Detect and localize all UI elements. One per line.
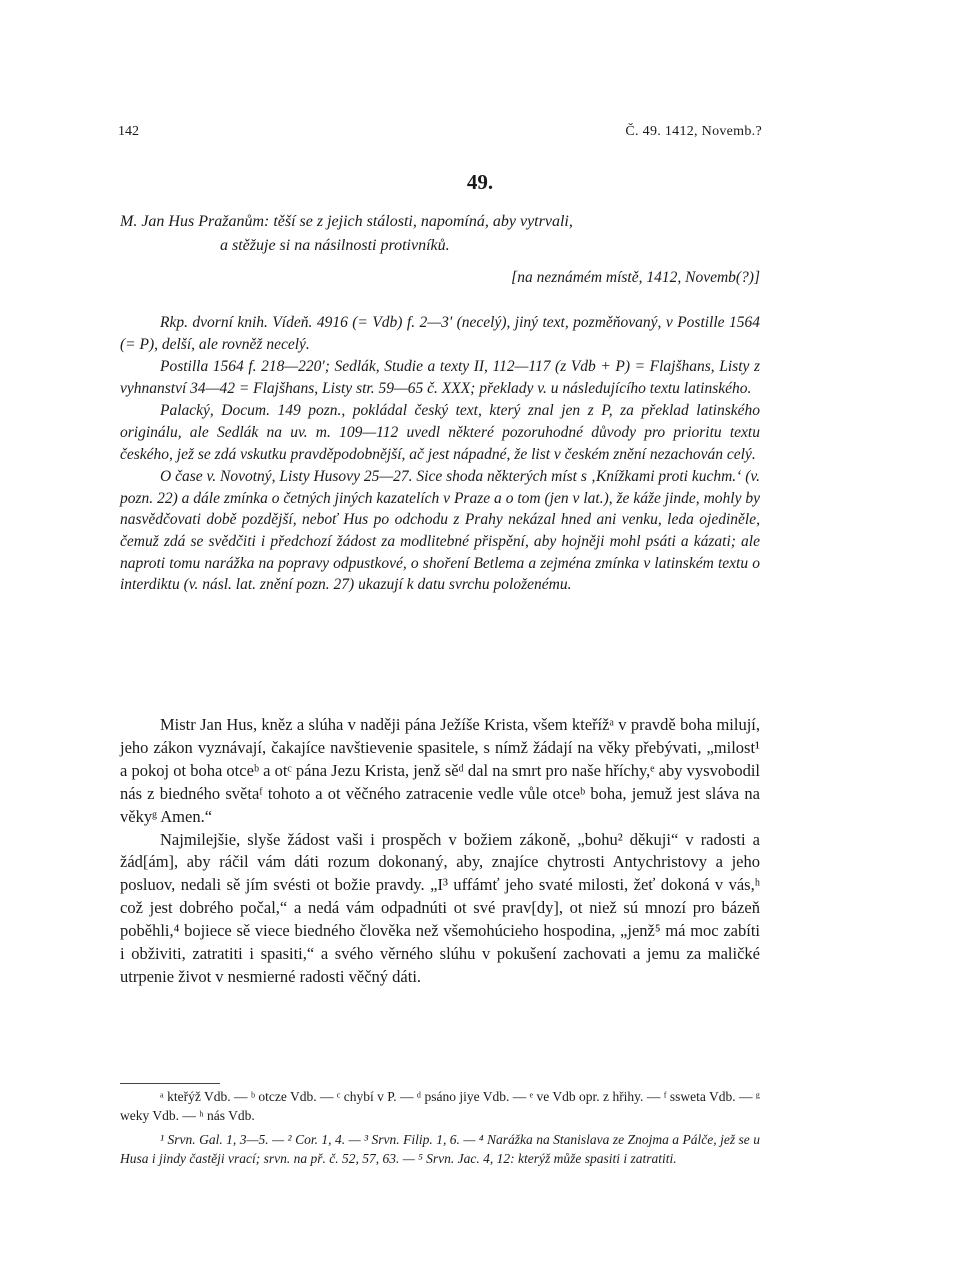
apparatus-paragraph: Postilla 1564 f. 218—220'; Sedlák, Studie a texty II, 112—117 (z Vdb + P) = Flajšhans, Listy z vyhnanství 34—42 = Flajšhans, Listy str. 59—65 č. XXX; překlady v. u následujícího textu latinského. [120, 358, 760, 397]
footnotes-sources [120, 1130, 760, 1168]
title-line-2: a stěžuje si na násilnosti protivníků. [220, 237, 450, 254]
place-date: [na neznámém místě, 1412, Novemb(?)] [511, 269, 760, 286]
title-line-1: M. Jan Hus Pražanům: těší se z jejich stálosti, napomíná, aby vytrvali, [120, 213, 573, 230]
apparatus-paragraph: O čase v. Novotný, Listy Husovy 25—27. Sice shoda některých míst s ‚Knížkami proti kuchm.‘ (v. pozn. 22) a dále zmínka o četných jiných kazatelích v Praze a o tom (jen v lat.), že káže jinde, mohly by nasvědčovati době pozdější, neboť Hus po odchodu z Prahy nekázal hned ani venku, leda ojediněle, čemuž zdá se svědčiti i předchozí žádost za modlitebné přispění, aby hojněji mohl psáti a kázati; ale naproti tomu narážka na popravy odpustkové, o shoření Betlema a zejména zmínka v latinském textu o interdiktu (v. násl. lat. znění pozn. 27) ukazují k datu svrchu položenému. [120, 468, 760, 594]
document-number: 49. [466, 170, 494, 194]
letter-text [120, 714, 760, 989]
critical-apparatus [120, 312, 760, 597]
footnote-divider [120, 1083, 220, 1084]
footnotes-variants [120, 1087, 760, 1125]
document-title [120, 210, 760, 258]
source-notes: ¹ Srvn. Gal. 1, 3—5. — ² Cor. 1, 4. — ³ Srvn. Filip. 1, 6. — ⁴ Narážka na Stanislava ze Znojma a Pálče, jež se u Husa i jindy častěji vrací; srvn. na př. č. 52, 57, 63. — ⁵ Srvn. Jac. 4, 12: kterýž může spasiti i zatratiti. [120, 1132, 760, 1166]
variant-notes: ᵃ kteřýž Vdb. — ᵇ otcze Vdb. — ᶜ chybí v P. — ᵈ psáno jiye Vdb. — ᵉ ve Vdb opr. z hřihy. — ᶠ ssweta Vdb. — ᵍ weky Vdb. — ʰ nás Vdb. [120, 1089, 760, 1123]
page-number: 142 [118, 124, 139, 139]
apparatus-paragraph: Rkp. dvorní knih. Vídeň. 4916 (= Vdb) f. 2—3' (necelý), jiný text, pozměňovaný, v Postille 1564 (= P), delší, ale rovněž necelý. [120, 314, 760, 353]
running-head: Č. 49. 1412, Novemb.? [625, 124, 762, 139]
apparatus-paragraph: Palacký, Docum. 149 pozn., pokládal český text, který znal jen z P, za překlad latinského originálu, ale Sedlák na uv. m. 109—112 uvedl některé pozoruhodné důvody pro prioritu textu českého, jež se zdá vskutku pravděpodobnější, ač jest nápadné, že list v českém znění nezachován celý. [120, 402, 760, 463]
letter-paragraph: Najmilejšie, slyše žádost vaši i prospěch v božiem zákoně, „bohu² děkuji“ v radosti a žád[ám], aby ráčil vám dáti rozum dokonaný, aby, znajíce chytrosti Antychristovy a jeho posluov, nedali sě jím svésti ot božie pravdy. „I³ uffámť jeho svaté milosti, žeť dokoná v vás,ʰ což jest dobrého počal,“ a nedá vám odpadnúti ot své prav[dy], ot niež sú mnozí pro bázeň poběhli,⁴ bojiece sě viece biedného člověka než všemohúcieho hospodina, „jenž⁵ má moc zabíti i obživiti, zatratiti i spasiti,“ a svého věrného slúhu v pokušení zachovati a jemu za maličké utrpenie život v nesmierné radosti věčný dáti. [120, 829, 760, 986]
letter-paragraph: Mistr Jan Hus, kněz a slúha v naději pána Ježíše Krista, všem kteřížᵃ v pravdě boha milují, jeho zákon vyznávají, čakajíce navštievenie spasitele, s nímž žádají na věky přebývati, „milost¹ a pokoj ot boha otceᵇ a otᶜ pána Jezu Krista, jenž sěᵈ dal na smrt pro naše hříchy,ᵉ aby vysvobodil nás z biedného světaᶠ tohoto a ot věčného zatracenie vedle vůle otceᵇ boha, jemuž jest sláva na věkyᵍ Amen.“ [120, 715, 760, 826]
page-header [118, 124, 762, 146]
